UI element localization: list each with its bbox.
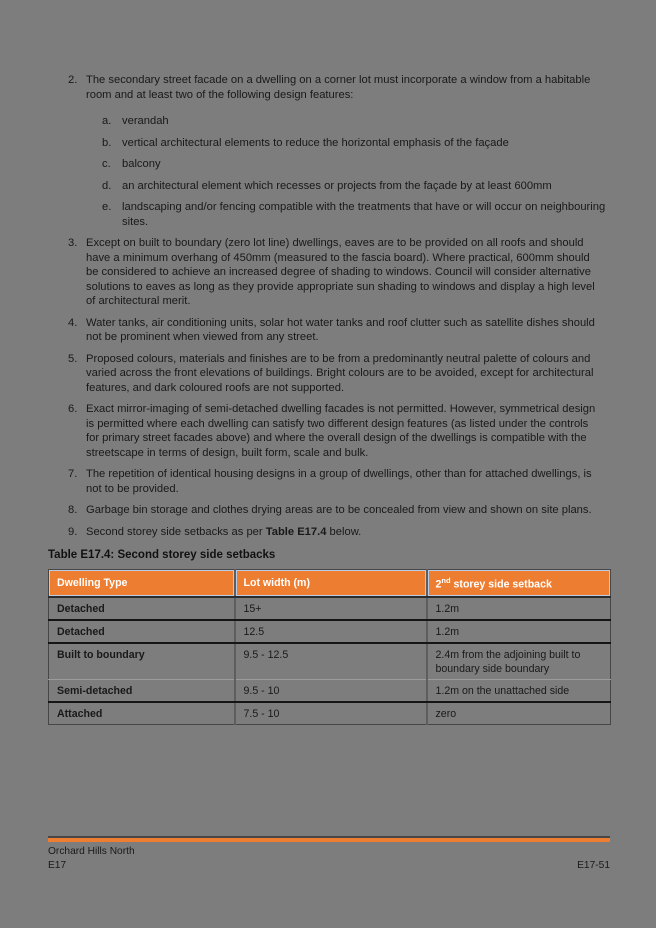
footer-page-number: E17-51 [577,859,610,871]
cell-lot-width: 9.5 - 10 [235,679,427,702]
list-item-number: 2. [68,74,78,86]
footer-section-code: E17 [48,859,67,871]
list-item-text: Exact mirror-imaging of semi-detached dwelling facades is not permitted. However, symmetrical design is permitted where each dwelling can satisfy two different design features (as listed under the controls for primary street facades above) and where the overall design of the dwellings is compatible with the streetscape in terms of design, built form, scale and bulk. [86,403,596,459]
list-item-text: Garbage bin storage and clothes drying areas are to be concealed from view and shown on site plans. [86,504,592,516]
list-item-text: Proposed colours, materials and finishes are to be from a predominantly neutral palette of colours and varied across the front elevations of buildings. Bright colours are to be avoided, except for architectural features, and dark coloured roofs are not supported. [86,352,594,394]
list-item-2 [48,73,610,229]
sub-list-item-a [86,114,610,129]
item9-text-after: below. [326,525,362,538]
list-item-number: 8. [68,504,78,516]
cell-lot-width: 7.5 - 10 [235,702,427,725]
list-item-text: The repetition of identical housing designs in a group of dwellings, other than for attached dwellings, is not to be provided. [86,468,592,495]
cell-setback: zero [427,702,611,725]
list-item-5 [48,352,610,396]
list-item-9 [48,525,610,540]
sub-item-letter: b. [102,136,112,149]
table-reference: Table E17.4 [265,525,327,538]
cell-setback: 1.2m [427,597,611,620]
sub-item-letter: a. [102,115,112,127]
cell-lot-width: 15+ [235,597,427,620]
cell-dwelling-type: Built to boundary [49,643,235,680]
list-item-6 [48,402,610,460]
list-item-text: Water tanks, air conditioning units, solar hot water tanks and roof clutter such as satellite dishes should not be prominent when viewed from any street. [86,316,595,343]
page-footer [48,836,610,872]
table-row [49,643,611,680]
sub-item-letter: d. [102,179,112,192]
header-cell-dwelling-type: Dwelling Type [49,570,235,597]
cell-dwelling-type: Detached [49,597,235,620]
cell-lot-width: 9.5 - 12.5 [235,643,427,680]
cell-setback: 1.2m on the unattached side [427,679,611,702]
design-features-sublist [86,114,610,229]
footer-orange-rule [48,836,610,842]
cell-setback: 2.4m from the adjoining built to boundary side boundary [427,643,611,680]
list-item-number: 6. [68,403,78,415]
page-content [48,73,610,725]
list-item-number: 9. [68,525,78,538]
header-cell-setback: 2nd storey side setback [427,570,611,597]
table-header-row [49,570,611,597]
table-row [49,702,611,725]
cell-setback: 1.2m [427,620,611,643]
list-item-7 [48,467,610,496]
table-row [49,620,611,643]
list-item-number: 7. [68,468,78,480]
table-title: Table E17.4: Second storey side setbacks [48,549,276,561]
cell-dwelling-type: Attached [57,707,103,720]
sub-item-letter: c. [102,158,111,170]
sub-list-item-c [86,157,610,172]
footer-site-name: Orchard Hills North [48,846,135,857]
cell-dwelling-type: Semi-detached [49,679,235,702]
cell-dwelling-type: Detached [49,620,235,643]
sub-item-text: vertical architectural elements to reduce the horizontal emphasis of the façade [122,136,509,149]
sub-list-item-e [86,200,610,229]
sub-list-item-b [86,136,610,151]
table-row [49,679,611,702]
sub-item-text: balcony [122,158,161,170]
table-row [49,597,611,620]
list-item-text [86,525,596,540]
setbacks-table [48,569,611,725]
list-item-number: 3. [68,237,78,249]
list-item-number: 5. [68,352,78,365]
list-item-text: The secondary street facade on a dwelling on a corner lot must incorporate a window from a habitable room and at least two of the following design features: [86,74,591,101]
sub-item-text: an architectural element which recesses or projects from the façade by at least 600mm [122,179,552,192]
header-cell-lot-width: Lot width (m) [235,570,427,597]
list-item-8 [48,503,610,518]
item9-text-before: Second storey side setbacks as per [86,525,266,538]
list-item-number: 4. [68,316,78,329]
list-item-4 [48,316,610,345]
sub-item-letter: e. [102,201,112,213]
sub-item-text: verandah [122,115,169,127]
list-item-3 [48,236,610,309]
cell-lot-width: 12.5 [235,620,427,643]
sub-item-text: landscaping and/or fencing compatible with the treatments that have or will occur on neighbouring sites. [122,201,606,228]
sub-list-item-d [86,179,610,194]
list-item-text: Except on built to boundary (zero lot line) dwellings, eaves are to be provided on all roofs and should have a minimum overhang of 450mm (measured to the fascia board). Where practical, 600mm should be considered to achieve an increased degree of shading to windows. Council will consider alternative solutions to eaves as long as they provide appropriate sun shading to windows and display a high level of architectural merit. [86,237,595,307]
